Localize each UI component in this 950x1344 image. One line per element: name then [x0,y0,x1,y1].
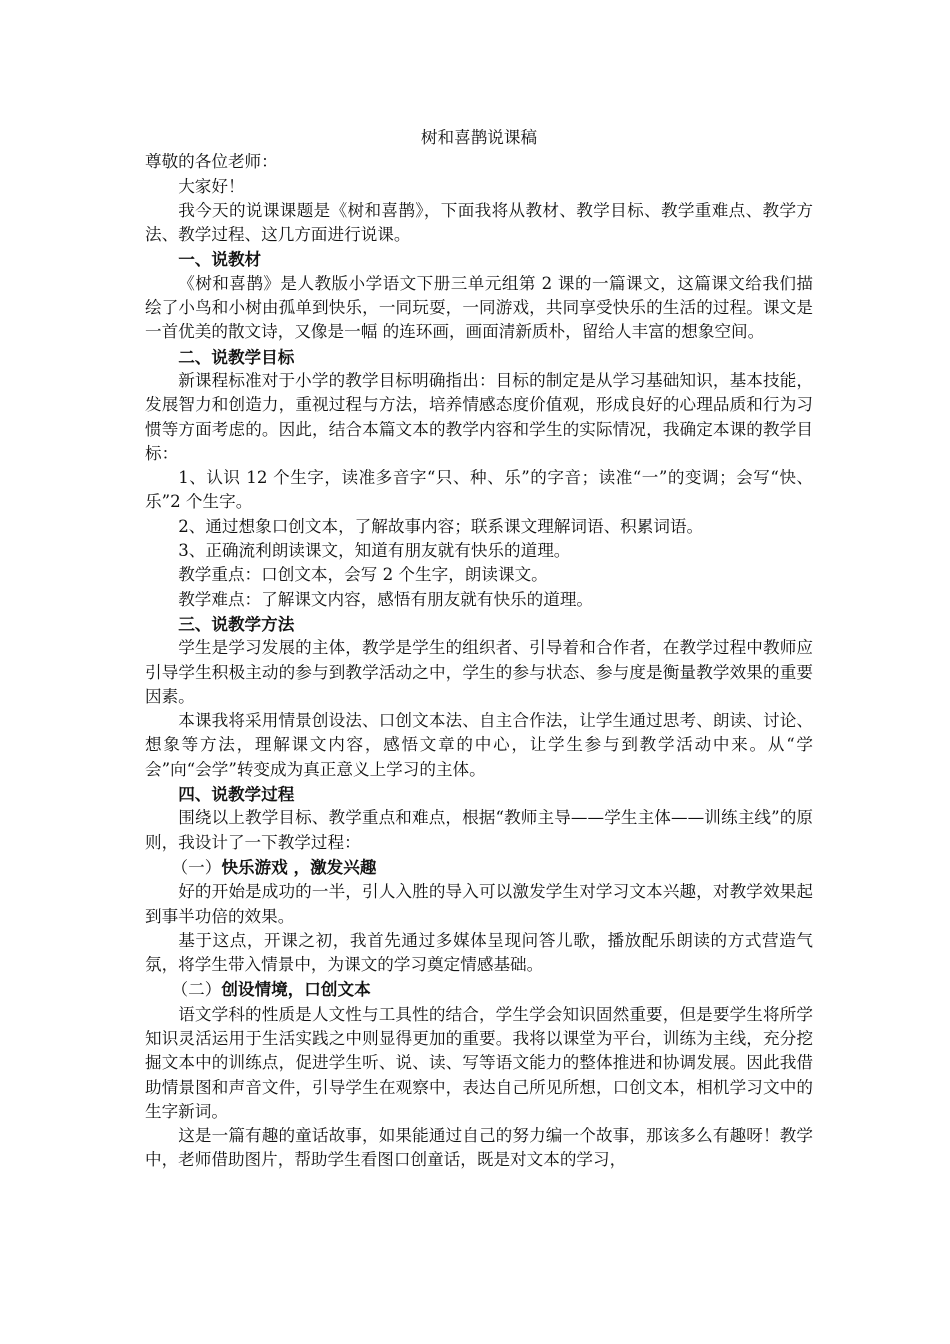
salutation: 尊敬的各位老师： [145,152,278,172]
subsection-2-paragraph-2: 这是一篇有趣的童话故事，如果能通过自己的努力编一个故事，那该多么有趣呀！教学中，老师借助图片，帮助学生看图口创童话，既是对文本的学习， [145,1126,813,1170]
goals-paragraph: 新课程标准对于小学的教学目标明确指出：目标的制定是从学习基础知识，基本技能，发展智力和创造力，重视过程与方法，培养情感态度价值观，形成良好的心理品质和行为习惯等方面考虑的。因此，结合本篇文本的教学内容和学生的实际情况，我确定本课的教学目标： [145,370,813,463]
teaching-key-point: 教学重点：口创文本，会写 2 个生字，朗读课文。 [178,565,548,585]
subsection-heading-1 [145,855,813,880]
textbook-paragraph: 《树和喜鹊》是人教版小学语文下册三单元组第 2 课的一篇课文，这篇课文给我们描绘了小鸟和小树由孤单到快乐，一同玩耍，一同游戏，共同享受快乐的生活的过程。课文是一首优美的散文诗，又像是一幅 的连环画，画面清新质朴，留给人丰富的想象空间。 [145,273,813,342]
section-heading-process: 四、说教学过程 [178,784,295,805]
process-paragraph: 围绕以上教学目标、教学重点和难点，根据“教师主导——学生主体——训练主线”的原则，我设计了一下教学过程： [145,808,813,852]
goal-item-1: 1、认识 12 个生字，读准多音字“只、种、乐”的字音；读准“一”的变调；会写“快、乐”2 个生字。 [145,468,813,512]
subsection-heading-2 [145,977,813,1002]
subsection-2-paragraph-1: 语文学科的性质是人文性与工具性的结合，学生学会知识固然重要，但是要学生将所学知识灵活运用于生活实践之中则显得更加的重要。我将以课堂为平台，训练为主线，充分挖掘文本中的训练点，促进学生听、说、读、写等语文能力的整体推进和协调发展。因此我借助情景图和声音文件，引导学生在观察中，表达自己所见所想，口创文本，相机学习文中的生字新词。 [145,1004,813,1121]
methods-paragraph-2: 本课我将采用情景创设法、口创文本法、自主合作法，让学生通过思考、朗读、讨论、想象等方法，理解课文内容，感悟文章的中心，让学生参与到教学活动中来。从“学会”向“会学”转变成为真正意义上学习的主体。 [145,711,813,779]
section-heading-goals: 二、说教学目标 [178,346,295,367]
goal-item-3: 3、正确流利朗读课文，知道有朋友就有快乐的道理。 [178,541,571,561]
subsection-1-paragraph-2: 基于这点，开课之初，我首先通过多媒体呈现问答儿歌，播放配乐朗读的方式营造气氛，将学生带入情景中，为课文的学习奠定情感基础。 [145,930,813,975]
document-page [145,126,813,1173]
document-title: 树和喜鹊说课稿 [420,128,538,147]
goal-item-2: 2、通过想象口创文本，了解故事内容；联系课文理解词语、积累词语。 [178,516,704,536]
greeting: 大家好！ [178,176,245,196]
subsection-1-paragraph-1: 好的开始是成功的一半，引人入胜的导入可以激发学生对学习文本兴趣，对教学效果起到事半功倍的效果。 [145,882,813,926]
methods-paragraph-1: 学生是学习发展的主体，教学是学生的组织者、引导着和合作者，在教学过程中教师应引导学生积极主动的参与到教学活动之中，学生的参与状态、参与度是衡量教学效果的重要因素。 [145,638,813,706]
section-heading-methods: 三、说教学方法 [178,613,295,634]
subsection-number-2: （二） [171,980,222,1000]
subsection-title-2: 创设情境，口创文本 [221,979,371,1000]
subsection-title-1: 快乐游戏 ，激发兴趣 [221,856,377,877]
teaching-difficulty: 教学难点：了解课文内容，感悟有朋友就有快乐的道理。 [178,589,594,609]
subsection-number-1: （一） [171,857,222,877]
section-heading-textbook: 一、说教材 [178,249,262,270]
intro-paragraph: 我今天的说课课题是《树和喜鹊》，下面我将从教材、教学目标、教学重难点、教学方法、教学过程、这几方面进行说课。 [145,200,813,245]
